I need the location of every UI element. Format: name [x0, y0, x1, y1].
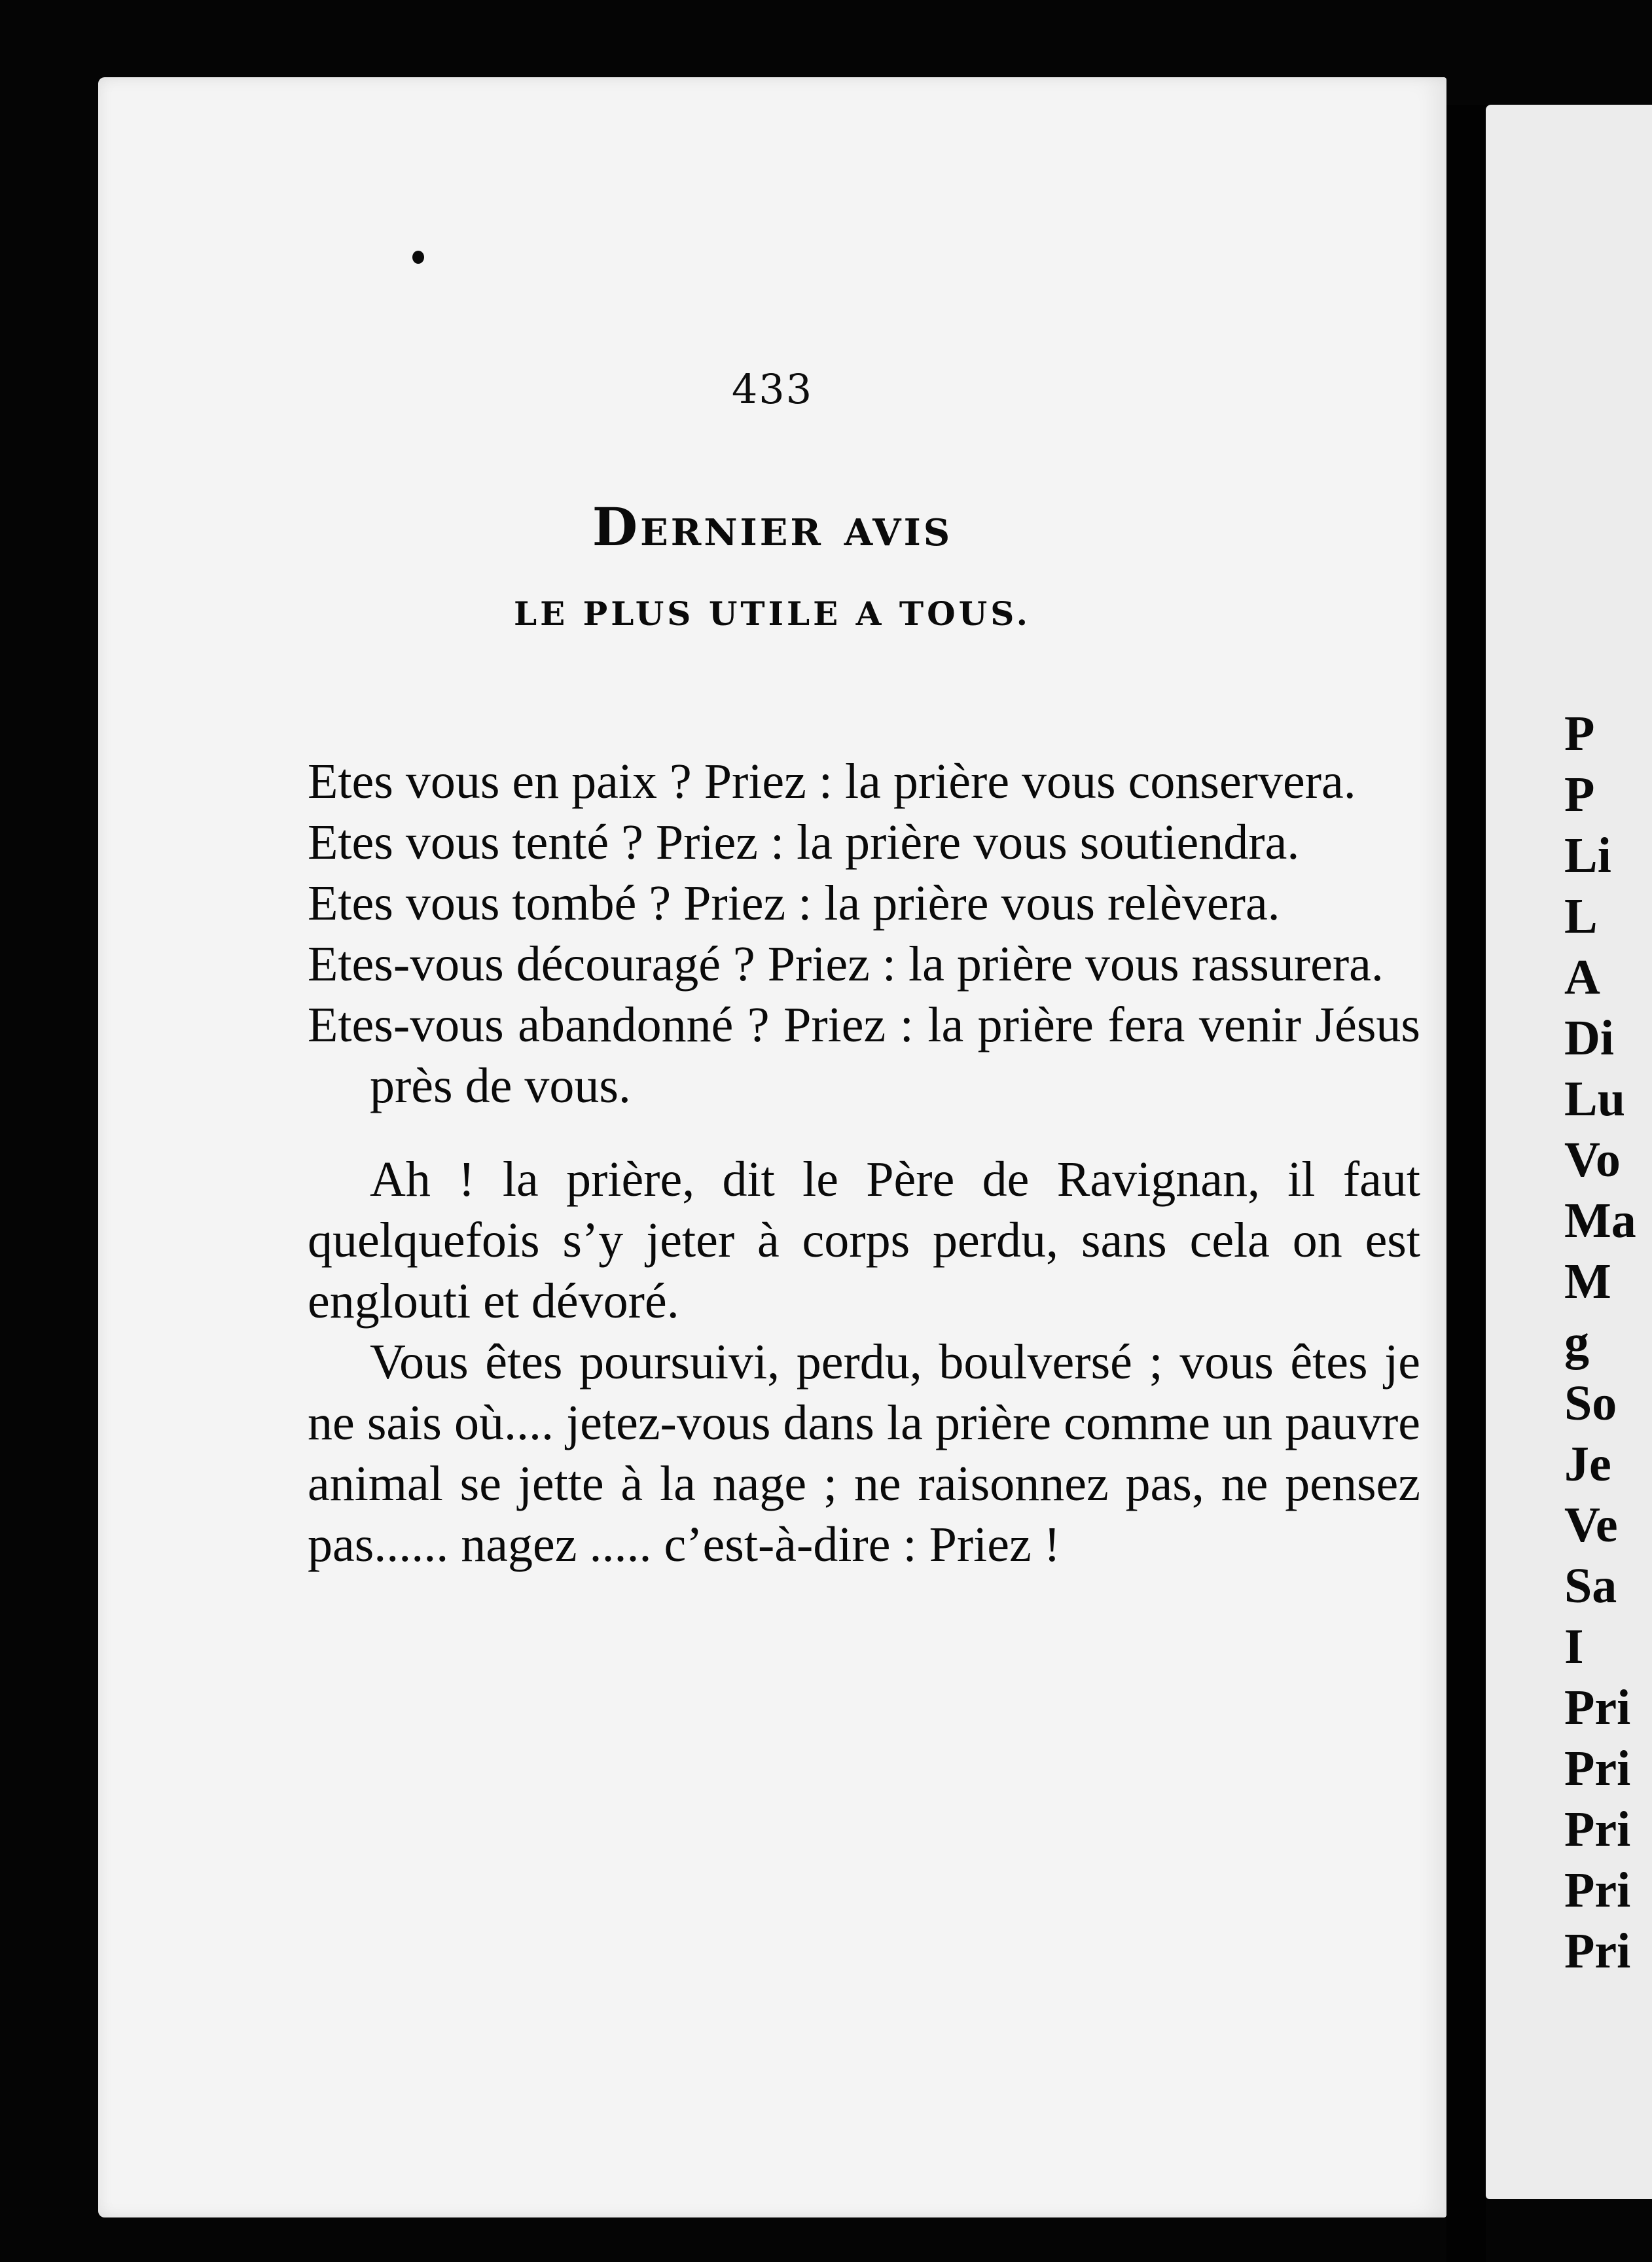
facing-line: Sa	[1564, 1558, 1617, 1613]
body-text	[308, 751, 1420, 1575]
facing-line: P	[1564, 706, 1595, 761]
facing-page-text	[1564, 704, 1636, 1982]
stanza: Etes-vous découragé ? Priez : la prière vous rassurera.	[308, 937, 1384, 992]
facing-line: Pri	[1564, 1863, 1631, 1918]
facing-page	[1486, 105, 1652, 2199]
paragraph: Ah ! la prière, dit le Père de Ravignan, il faut quelquefois s’y jeter à corps perdu, sans cela on est englouti et dévoré.	[308, 1152, 1420, 1329]
page-number: 433	[731, 365, 814, 413]
stanza: Etes vous tombé ? Priez : la prière vous relèvera.	[308, 876, 1280, 931]
facing-line: Ve	[1564, 1498, 1618, 1553]
facing-line: Ma	[1564, 1193, 1636, 1248]
facing-line: A	[1564, 950, 1600, 1005]
facing-line: Pri	[1564, 1741, 1631, 1796]
paragraph: Vous êtes poursuivi, perdu, boulversé ; vous êtes je ne sais où.... jetez-vous dans la prière comme un pauvre animal se jette à la nage ; ne raisonnez pas, ne pensez pas...... nagez ..... c’est-à-dire : Priez !	[308, 1335, 1420, 1572]
ink-speck	[412, 251, 424, 264]
facing-line: Di	[1564, 1011, 1614, 1066]
facing-line: So	[1564, 1376, 1617, 1431]
facing-line: Lu	[1564, 1071, 1625, 1126]
facing-line: Li	[1564, 828, 1611, 883]
facing-line: Vo	[1564, 1132, 1621, 1187]
facing-line: Pri	[1564, 1924, 1631, 1979]
facing-line: g	[1564, 1315, 1589, 1370]
left-page	[98, 77, 1446, 2217]
facing-line: P	[1564, 767, 1595, 822]
stanza: Etes vous tenté ? Priez : la prière vous soutiendra.	[308, 815, 1300, 870]
stanza: Etes vous en paix ? Priez : la prière vous conservera.	[308, 754, 1356, 809]
facing-line: Pri	[1564, 1680, 1631, 1735]
book-gutter	[1446, 105, 1486, 2262]
facing-line: Pri	[1564, 1802, 1631, 1857]
page-subtitle: LE PLUS UTILE A TOUS.	[514, 594, 1031, 633]
facing-line: M	[1564, 1254, 1611, 1309]
facing-line: L	[1564, 889, 1598, 944]
facing-line: Je	[1564, 1437, 1611, 1492]
page-title: Dernier avis	[592, 496, 953, 558]
facing-line: I	[1564, 1619, 1584, 1674]
stanza: Etes-vous abandonné ? Priez : la prière fera venir Jésus près de vous.	[308, 997, 1420, 1113]
